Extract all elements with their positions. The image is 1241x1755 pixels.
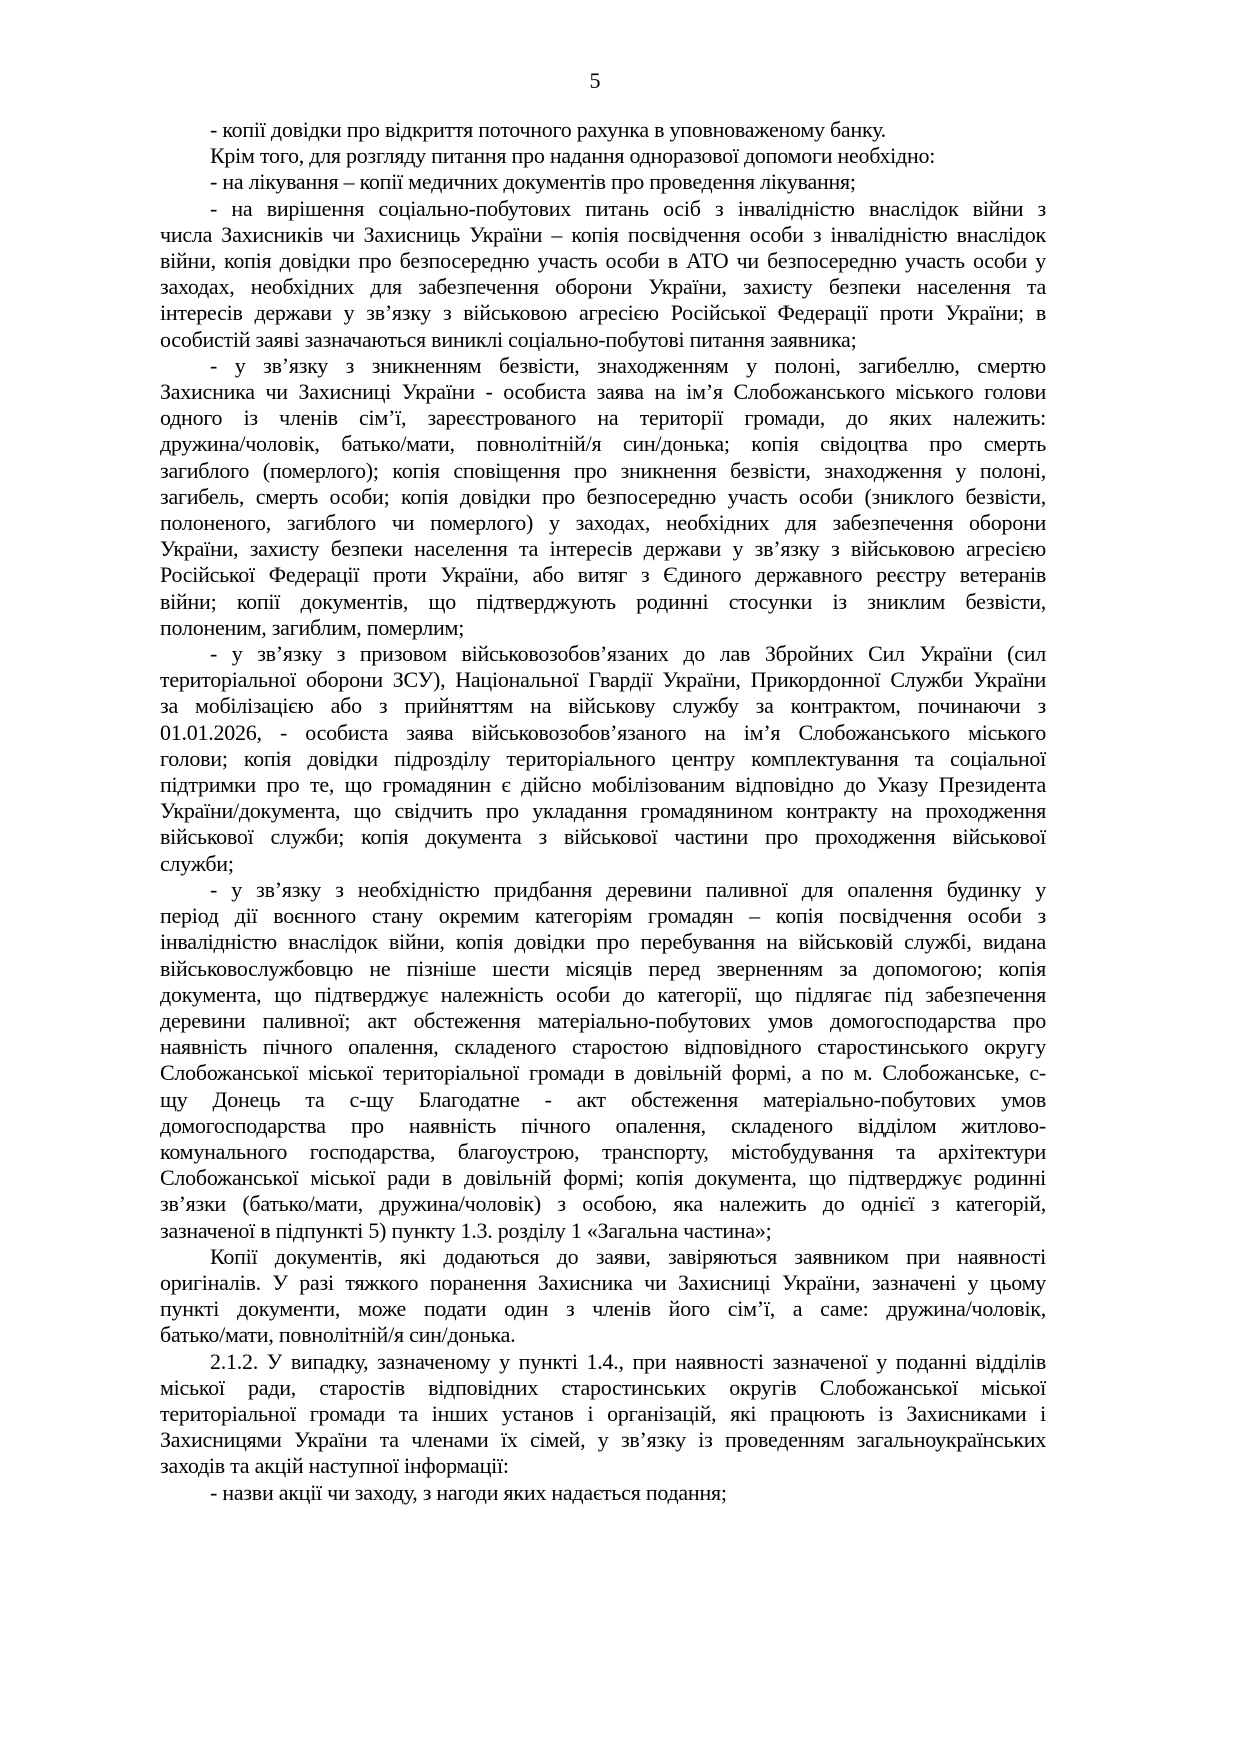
text-line: Копії документів, які додаються до заяви, завіряються заявником при наявності — [210, 1243, 1046, 1269]
paragraph — [160, 641, 1046, 877]
text-line: загиблого (померлого); копія сповіщення про зникнення безвісти, знаходження у полоні, — [160, 457, 1046, 483]
text-line: батько/мати, повнолітній/я син/донька. — [160, 1322, 516, 1348]
text-line: - у зв’язку з зникненням безвісти, знаходженням у полоні, загибеллю, смертю — [210, 352, 1046, 378]
text-line: заходів та акцій наступної інформації: — [160, 1453, 509, 1479]
text-line: Крім того, для розгляду питання про надання одноразової допомоги необхідно: — [210, 143, 936, 169]
paragraph — [160, 877, 1046, 1244]
text-line: - назви акції чи заходу, з нагоди яких надається подання; — [210, 1479, 727, 1505]
text-line: зазначеної в підпункті 5) пункту 1.3. розділу 1 «Загальна частина»; — [160, 1217, 772, 1243]
text-line: України/документа, що свідчить про укладання громадянином контракту на проходження — [160, 798, 1046, 824]
text-line: документа, що підтверджує належність особи до категорії, що підлягає під забезпечення — [160, 981, 1046, 1007]
text-line: територіальної оборони ЗСУ), Національної Гвардії України, Прикордонної Служби України — [160, 667, 1046, 693]
paragraph — [160, 353, 1046, 641]
text-line: оригіналів. У разі тяжкого поранення Захисника чи Захисниці України, зазначені у цьому — [160, 1269, 1046, 1295]
text-line: війни, копія довідки про безпосередню участь особи в АТО чи безпосередню участь особи у — [160, 248, 1046, 274]
text-line: пункті документи, може подати один з членів його сім’ї, а саме: дружина/чоловік, — [160, 1296, 1046, 1322]
text-line: - у зв’язку з необхідністю придбання деревини паливної для опалення будинку у — [210, 876, 1046, 902]
paragraph — [160, 169, 1046, 195]
text-line: домогосподарства про наявність пічного опалення, складеного відділом житлово- — [160, 1112, 1046, 1138]
text-line: за мобілізацією або з прийняттям на військову службу за контрактом, починаючи з — [160, 693, 1046, 719]
text-line: особистій заяві зазначаються виниклі соціально-побутові питання заявника; — [160, 326, 857, 352]
text-line: загибель, смерть особи; копія довідки про безпосередню участь особи (зниклого безвісти, — [160, 483, 1046, 509]
paragraph — [160, 143, 1046, 169]
text-line: дружина/чоловік, батько/мати, повнолітній/я син/донька; копія свідоцтва про смерть — [160, 431, 1046, 457]
text-line: числа Захисників чи Захисниць України – копія посвідчення особи з інвалідністю внаслідок — [160, 221, 1046, 247]
text-line: наявність пічного опалення, складеного старостою відповідного старостинського округу — [160, 1034, 1046, 1060]
text-line: заходах, необхідних для забезпечення оборони України, захисту безпеки населення та — [160, 274, 1046, 300]
paragraph — [160, 1349, 1046, 1480]
text-line: Захисника чи Захисниці України - особиста заява на ім’я Слобожанського міського голови — [160, 379, 1046, 405]
text-line: полоненим, загиблим, померлим; — [160, 614, 465, 640]
text-line: Захисницями України та членами їх сімей, у зв’язку із проведенням загальноукраїнських — [160, 1427, 1046, 1453]
text-line: Слобожанської міської ради в довільній формі; копія документа, що підтверджує родинні — [160, 1165, 1046, 1191]
text-line: військовослужбовцю не пізніше шести місяців перед зверненням за допомогою; копія — [160, 955, 1046, 981]
text-line: служби; — [160, 850, 234, 876]
text-line: міської ради, старостів відповідних старостинських округів Слобожанської міської — [160, 1374, 1046, 1400]
text-line: інтересів держави у зв’язку з військовою агресією Російської Федерації проти України; в — [160, 300, 1046, 326]
text-line: Російської Федерації проти України, або витяг з Єдиного державного реєстру ветеранів — [160, 562, 1046, 588]
text-line: деревини паливної; акт обстеження матеріально-побутових умов домогосподарства про — [160, 1007, 1046, 1033]
text-line: України, захисту безпеки населення та інтересів держави у зв’язку з військовою агресією — [160, 536, 1046, 562]
text-line: щу Донець та с-щу Благодатне - акт обстеження матеріально-побутових умов — [160, 1086, 1046, 1112]
text-line: - на лікування – копії медичних документів про проведення лікування; — [210, 169, 856, 195]
page-number: 5 — [589, 68, 601, 93]
text-line: 2.1.2. У випадку, зазначеному у пункті 1.4., при наявності зазначеної у поданні відділів — [210, 1348, 1046, 1374]
text-line: - на вирішення соціально-побутових питань осіб з інвалідністю внаслідок війни з — [210, 195, 1046, 221]
text-line: - копії довідки про відкриття поточного рахунка в уповноваженому банку. — [210, 117, 886, 142]
text-line: територіальної громади та інших установ і організацій, які працюють із Захисниками і — [160, 1400, 1046, 1426]
text-line: 01.01.2026, - особиста заява військовозобов’язаного на ім’я Слобожанського міського — [160, 719, 1046, 745]
paragraph — [160, 196, 1046, 353]
text-line: інвалідністю внаслідок війни, копія довідки про перебування на військовій службі, видана — [160, 929, 1046, 955]
text-line: військової служби; копія документа з військової частини про проходження військової — [160, 824, 1046, 850]
text-line: зв’язки (батько/мати, дружина/чоловік) з особою, яка належить до однієї з категорій, — [160, 1191, 1046, 1217]
paragraph — [160, 117, 1046, 143]
text-line: голови; копія довідки підрозділу територіального центру комплектування та соціальної — [160, 745, 1046, 771]
document-body — [160, 117, 1046, 1506]
paragraph — [160, 1480, 1046, 1506]
text-line: полоненого, загиблого чи померлого) у заходах, необхідних для забезпечення оборони — [160, 510, 1046, 536]
text-line: підтримки про те, що громадянин є дійсно мобілізованим відповідно до Указу Президента — [160, 772, 1046, 798]
paragraph — [160, 1244, 1046, 1349]
text-line: комунального господарства, благоустрою, транспорту, містобудування та архітектури — [160, 1138, 1046, 1164]
text-line: - у зв’язку з призовом військовозобов’язаних до лав Збройних Сил України (сил — [210, 641, 1046, 667]
text-line: Слобожанської міської територіальної громади в довільній формі, а по м. Слобожанське, с- — [160, 1060, 1046, 1086]
text-line: період дії воєнного стану окремим категоріям громадян – копія посвідчення особи з — [160, 903, 1046, 929]
text-line: одного із членів сім’ї, зареєстрованого на території громади, до яких належить: — [160, 405, 1046, 431]
text-line: війни; копії документів, що підтверджують родинні стосунки із зниклим безвісти, — [160, 588, 1046, 614]
